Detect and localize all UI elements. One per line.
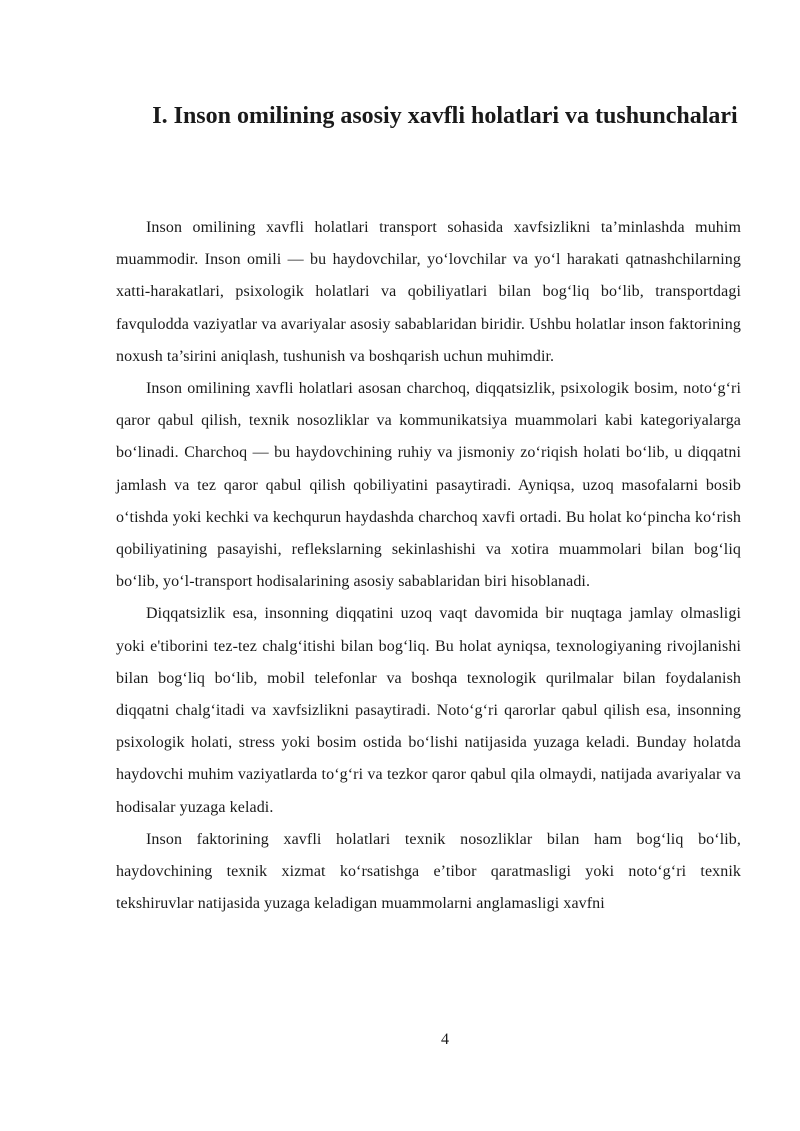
section-title: I. Inson omilining asosiy xavfli holatlari va tushunchalari xyxy=(152,103,738,129)
paragraph-3: Diqqatsizlik esa, insonning diqqatini uzoq vaqt davomida bir nuqtaga jamlay olmasligi yoki e'tiborini tez-tez chalg‘itishi bilan bog‘liq. Bu holat ayniqsa, texnologiyaning rivojlanishi bilan bog‘liq bo‘lib, mobil telefonlar va boshqa texnologik qurilmalar bilan foydalanish diqqatni chalg‘itadi va xavfsizlikni pasaytiradi. Noto‘g‘ri qarorlar qabul qilish esa, insonning psixologik holati, stress yoki bosim ostida bo‘lishi natijasida yuzaga keladi. Bunday holatda haydovchi muhim vaziyatlarda to‘g‘ri va tezkor qaror qabul qila olmaydi, natijada avariyalar va hodisalar yuzaga keladi. xyxy=(116,605,741,816)
paragraph-4: Inson faktorining xavfli holatlari texnik nosozliklar bilan ham bog‘liq bo‘lib, haydovchining texnik xizmat ko‘rsatishga e’tibor qaratmasligi yoki noto‘g‘ri texnik tekshiruvlar natijasida yuzaga keladigan muammolarni anglamasligi xavfni xyxy=(116,830,741,913)
body-text xyxy=(116,212,741,920)
paragraph-2: Inson omilining xavfli holatlari asosan charchoq, diqqatsizlik, psixologik bosim, noto‘g‘ri qaror qabul qilish, texnik nosozliklar va kommunikatsiya muammolari kabi kategoriyalarga bo‘linadi. Charchoq — bu haydovchining ruhiy va jismoniy zo‘riqish holati bo‘lib, u diqqatni jamlash va tez qaror qabul qilish qobiliyatini pasaytiradi. Ayniqsa, uzoq masofalarni bosib o‘tishda yoki kechki va kechqurun haydashda charchoq xavfi ortadi. Bu holat ko‘pincha ko‘rish qobiliyatining pasayishi, reflekslarning sekinlashishi va xotira muammolari bilan bog‘liq bo‘lib, yo‘l-transport hodisalarining asosiy sabablaridan biri hisoblanadi. xyxy=(116,380,741,591)
paragraph-1: Inson omilining xavfli holatlari transport sohasida xavfsizlikni ta’minlashda muhim muammodir. Inson omili — bu haydovchilar, yo‘lovchilar va yo‘l harakati qatnashchilarning xatti-harakatlari, psixologik holatlari va qobiliyatlari bilan bog‘liq bo‘lib, transportdagi favqulodda vaziyatlar va avariyalar asosiy sabablaridan biridir. Ushbu holatlar inson faktorining noxush ta’sirini aniqlash, tushunish va boshqarish uchun muhimdir. xyxy=(116,219,741,365)
page-number: 4 xyxy=(441,1031,449,1048)
